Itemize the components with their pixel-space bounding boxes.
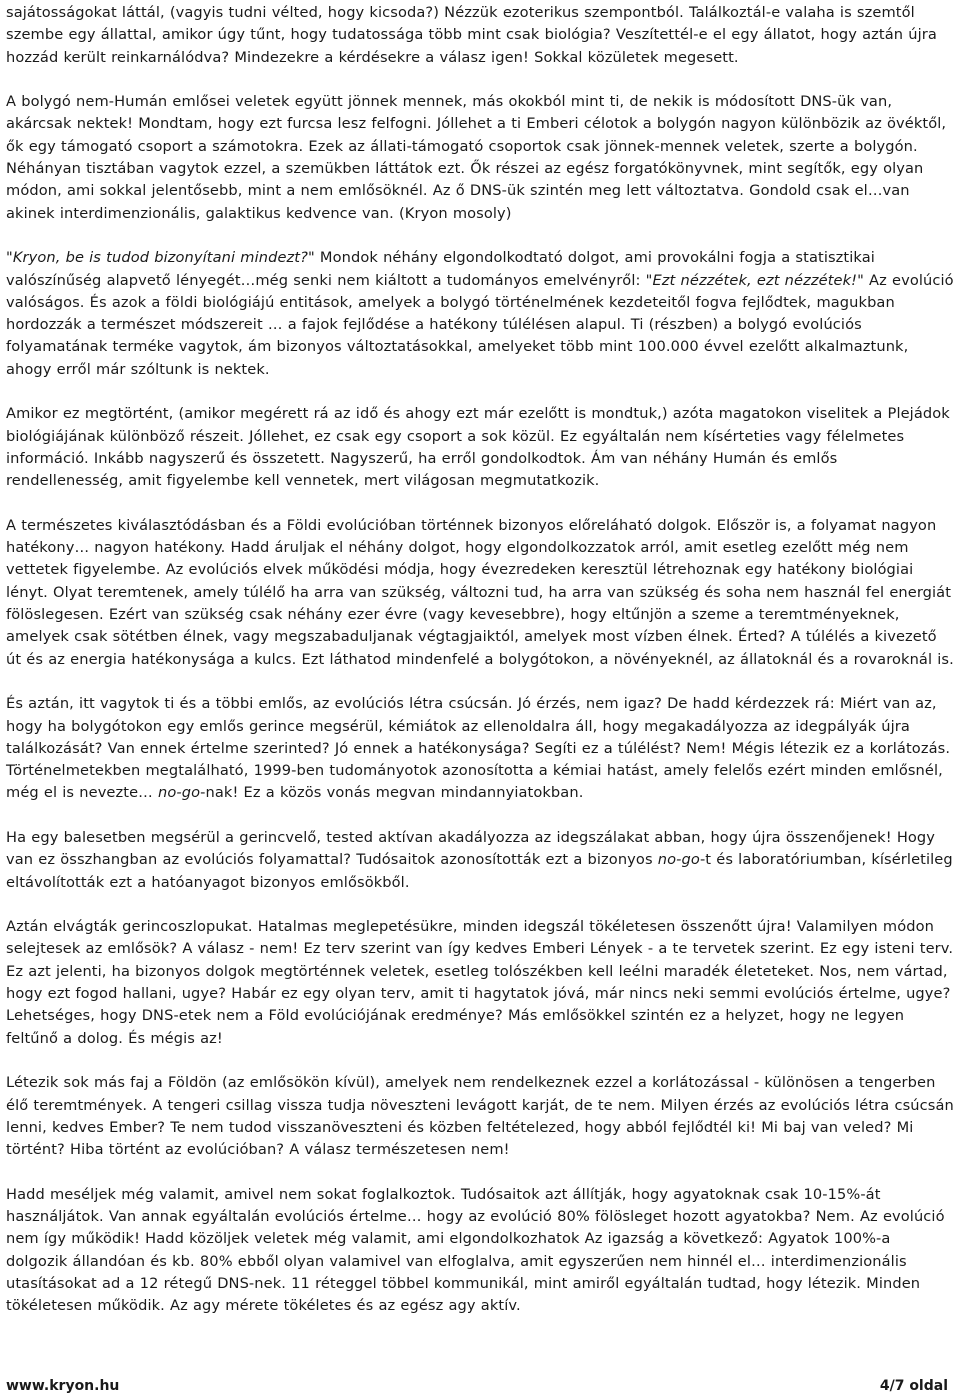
paragraph — [6, 1072, 956, 1161]
text-run: A természetes kiválasztódásban és a Földi evolúcióban történnek bizonyos előreláható dolgok. Először is, a folyamat nagyon hatékony… nagyon hatékony. Hadd áruljak el néhány dolgot, hogy elgondolkozzatok arról, amit esetleg ezelőtt még nem vettetek figyelembe. Az evolúciós elvek működési módja, hogy évezredeken keresztül létrehoznak egy hatékony biológiai lényt. Olyat teremtenek, amely túlélő ha arra van szükség, változni tud, ha arra van szükség és soha nem használ fel energiát fölöslegesen. Ezért van szükség csak néhány ezer évre (vagy kevesebbre), hogy eltűnjön a szeme a teremtményeknek, amelyek csak sötétben élnek, vagy megszabaduljanak végtagjaiktól, amelyek most vízben élnek. Érted? A túlélés a kivezető út és az energia hatékonysága a kulcs. Ezt láthatod mindenfelé a bolygótokon, a növényeknél, az állatoknál és a rovaroknál is. — [6, 516, 954, 668]
paragraph — [6, 91, 956, 225]
text-run: -t és laboratóriumban, kísérletileg eltávolították ezt a hatóanyagot bizonyos emlősökből. — [6, 851, 953, 891]
document-page — [6, 0, 956, 1318]
footer-page-number: 4/7 oldal — [879, 1378, 948, 1394]
paragraph — [6, 403, 956, 492]
italic-text-run: no-go — [657, 851, 700, 869]
text-run: Hadd meséljek még valamit, amivel nem sokat foglalkoztok. Tudósaitok azt állítják, hogy agyatoknak csak 10-15%-át használjátok. Van annak egyáltalán evolúciós értelme… hogy az evolúció 80% fölösleget hozott agyatokba? Nem. Az evolúció nem így működik! Hadd közöljek veletek még valamit, ami elgondolkozhatok Az igazság a következő: Agyatok 100%-a dolgozik állandóan és kb. 80% ebből olyan valamivel van elfoglalva, amit egyszerűen nem hinnél el… interdimenzionális utasításokat ad a 12 rétegű DNS-nek. 11 réteggel többel kommunikál, mint amiről egyáltalán tudtad, hogy létezik. Minden tökéletesen működik. Az agy mérete tökéletes és az egész agy aktív. — [6, 1185, 945, 1315]
text-run: És aztán, itt vagytok ti és a többi emlős, az evolúciós létra csúcsán. Jó érzés, nem igaz? De hadd kérdezzek rá: Miért van az, hogy ha bolygótokon egy emlős gerince megsérül, kémiátok az ellenoldalra áll, hogy megakadályozza az idegpályák újra találkozását? Van ennek értelme szerinted? Jó ennek a hatékonysága? Segíti ez a túlélést? Nem! Mégis létezik ez a korlátozás. Történelmetekben megtalálható, 1999-ben tudományotok azonosította a kémiai hatást, amely felelős ezért minden emlősnél, még el is nevezte… — [6, 695, 951, 802]
italic-text-run: "Ezt nézzétek, ezt nézzétek!" — [645, 271, 864, 289]
italic-text-run: "Kryon, be is tudod bizonyítani mindezt?" — [6, 249, 315, 267]
text-run: -nak! Ez a közös vonás megvan mindannyiatokban. — [200, 784, 584, 802]
italic-text-run: no-go — [158, 784, 201, 802]
text-run: Mondok néhány elgondolkodtató dolgot, ami provokálni fogja a statisztikai valószínűség alapvető lényegét…még senki nem kiáltott a tudományos emelvényről: — [6, 249, 875, 289]
text-run: Létezik sok más faj a Földön (az emlősökön kívül), amelyek nem rendelkeznek ezzel a korlátozással - különösen a tengerben élő teremtmények. A tengeri csillag vissza tudja növeszteni levágott karját, de te nem. Milyen érzés az evolúciós létra csúcsán lenni, kedves Ember? Te nem tudod visszanöveszteni és közben feltételezed, hogy abból fejlődtél ki! Mi baj van veled? Mi történt? Hiba történt az evolúcióban? A válasz természetesen nem! — [6, 1074, 954, 1159]
paragraph — [6, 2, 956, 69]
paragraph — [6, 1184, 956, 1318]
text-run: A bolygó nem-Humán emlősei veletek együtt jönnek mennek, más okokból mint ti, de nekik is módosított DNS-ük van, akárcsak nektek! Mondtam, hogy ezt furcsa lesz felfogni. Jóllehet a ti Emberi célotok a bolygón nagyon különbözik az övéktől, ők egy támogató csoport a számotokra. Ezek az állati-támogató csoportok csak jönnek-mennek veletek, szerte a bolygón. Néhányan tisztában vagytok ezzel, a szemükben láttátok ezt. Ők részei az egész forgatókönyvnek, mint segítők, egy olyan módon, ami sokkal jelentősebb, mint a nem emlősöknél. Az ő DNS-ük szintén meg lett változtatva. Gondold csak el…van akinek interdimenzionális, galaktikus kedvence van. (Kryon mosoly) — [6, 93, 947, 222]
footer-site-link[interactable]: www.kryon.hu — [6, 1378, 120, 1394]
text-run: Az evolúció valóságos. És azok a földi biológiájú entitások, amelyek a bolygó történelmének kezdeteitől fogva fejlődtek, magukban hordozzák a természet módszereit … a fajok fejlődése a hatékony túlélésen alapul. Ti (részben) a bolygó evolúciós folyamatának terméke vagytok, ám bizonyos változtatásokkal, amelyeket több mint 100.000 évvel ezelőtt alkalmaztunk, ahogy erről már szóltunk is nektek. — [6, 271, 954, 378]
paragraph — [6, 827, 956, 894]
text-run: sajátosságokat láttál, (vagyis tudni vélted, hogy kicsoda?) Nézzük ezoterikus szempontból. Találkoztál-e valaha is szemtől szembe egy állattal, amikor úgy tűnt, hogy tudatossága több mint csak biológia? Veszítettél-e el egy állatot, hogy aztán újra hozzád került reinkarnálódva? Mindezekre a kérdésekre a válasz igen! Sokkal közületek megesett. — [6, 4, 937, 66]
text-run: Ha egy balesetben megsérül a gerincvelő, tested aktívan akadályozza az idegszálakat abban, hogy újra összenőjenek! Hogy van ez összhangban az evolúciós folyamattal? Tudósaitok azonosították ezt a bizonyos — [6, 828, 936, 869]
document-body — [6, 2, 956, 1318]
text-run: Amikor ez megtörtént, (amikor megérett rá az idő és ahogy ezt már ezelőtt is mondtuk,) azóta magatokon viselitek a Plejádok biológiájának különböző részeit. Jóllehet, ez csak egy csoport a sok közül. Ez egyáltalán nem kísérteties vagy félelmetes információ. Inkább nagyszerű és összetett. Nagyszerű, ha erről gondolkodtok. Ám van néhány Humán és emlős rendellenesség, amit figyelembe kell vennetek, mert világosan megmutatkozik. — [6, 405, 950, 490]
paragraph — [6, 515, 956, 671]
text-run: Aztán elvágták gerincoszlopukat. Hatalmas meglepetésükre, minden idegszál tökéletesen összenőtt újra! Valamilyen módon selejtesek az emlősök? A válasz - nem! Ez terv szerint van így kedves Emberi Lények - a te tervetek szerint. Ez egy isteni terv. Ez azt jelenti, ha bizonyos dolgok megtörténnek veletek, esetleg tolószékben kell leélni maradék életeteket. Nos, nem vártad, hogy ezt fogod hallani, ugye? Habár ez egy olyan terv, amit ti hagytatok jóvá, már nincs neki semmi evolúciós értelme, ugye? Lehetséges, hogy DNS-etek nem a Föld evolúciójának eredménye? Más emlősökkel szintén ez a helyzet, hogy ne legyen feltűnő a dolog. És mégis az! — [6, 918, 954, 1047]
paragraph — [6, 916, 956, 1050]
paragraph — [6, 247, 956, 381]
paragraph — [6, 693, 956, 804]
